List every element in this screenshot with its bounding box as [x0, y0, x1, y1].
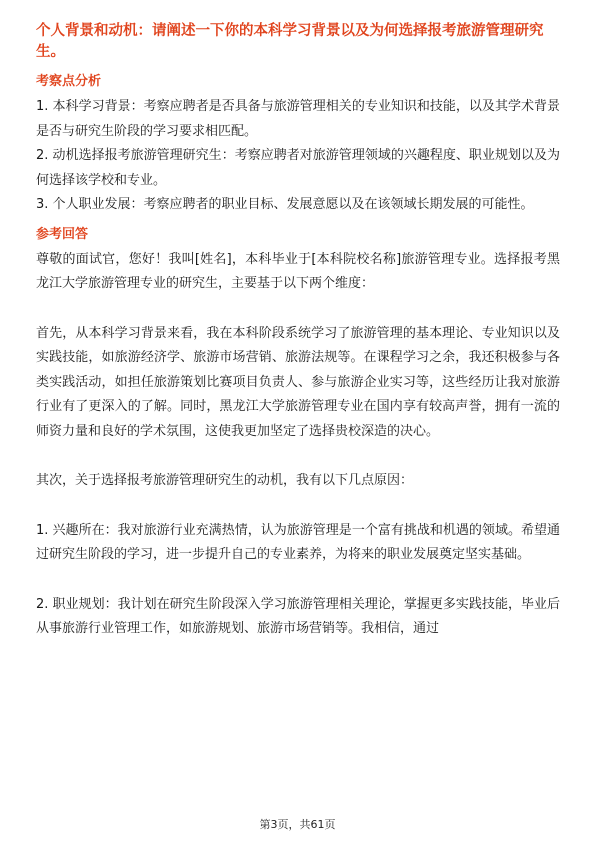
analysis-point: 3. 个人职业发展：考察应聘者的职业目标、发展意愿以及在该领域长期发展的可能性。 [36, 197, 534, 212]
answer-paragraph: 首先，从本科学习背景来看，我在本科阶段系统学习了旅游管理的基本理论、专业知识以及实践技能，如旅游经济学、旅游市场营销、旅游法规等。在课程学习之余，我还积极参与各类实践活动，如担任旅游策划比赛项目负责人、参与旅游企业实习等，这些经历让我对旅游行业有了更深入的了解。同时，黑龙江大学旅游管理专业在国内享有较高声誉，拥有一流的师资力量和良好的学术氛围，这使我更加坚定了选择贵校深造的决心。 [36, 325, 560, 439]
answer-heading: 参考回答 [36, 226, 89, 242]
analysis-point: 2. 动机选择报考旅游管理研究生：考察应聘者对旅游管理领域的兴趣程度、职业规划以及为何选择该学校和专业。 [36, 148, 560, 188]
question-title: 个人背景和动机：请阐述一下你的本科学习背景以及为何选择报考旅游管理研究生。 [36, 23, 544, 60]
answer-paragraph: 1. 兴趣所在：我对旅游行业充满热情，认为旅游管理是一个富有挑战和机遇的领域。希望通过研究生阶段的学习，进一步提升自己的专业素养，为将来的职业发展奠定坚实基础。 [36, 522, 560, 562]
analysis-heading: 考察点分析 [36, 74, 102, 89]
analysis-list [36, 95, 560, 218]
answer-paragraph: 其次，关于选择报考旅游管理研究生的动机，我有以下几点原因： [36, 473, 414, 488]
answer-paragraph: 2. 职业规划：我计划在研究生阶段深入学习旅游管理相关理论，掌握更多实践技能，毕业后从事旅游行业管理工作，如旅游规划、旅游市场营销等。我相信，通过 [36, 596, 560, 636]
answer-paragraph: 尊敬的面试官，您好！我叫[姓名]，本科毕业于[本科院校名称]旅游管理专业。选择报考黑龙江大学旅游管理专业的研究生，主要基于以下两个维度： [36, 251, 560, 291]
analysis-point: 1. 本科学习背景：考察应聘者是否具备与旅游管理相关的专业知识和技能，以及其学术背景是否与研究生阶段的学习要求相匹配。 [36, 99, 560, 139]
page-number: 第3页，共61页 [259, 818, 336, 831]
page-content [36, 21, 560, 642]
